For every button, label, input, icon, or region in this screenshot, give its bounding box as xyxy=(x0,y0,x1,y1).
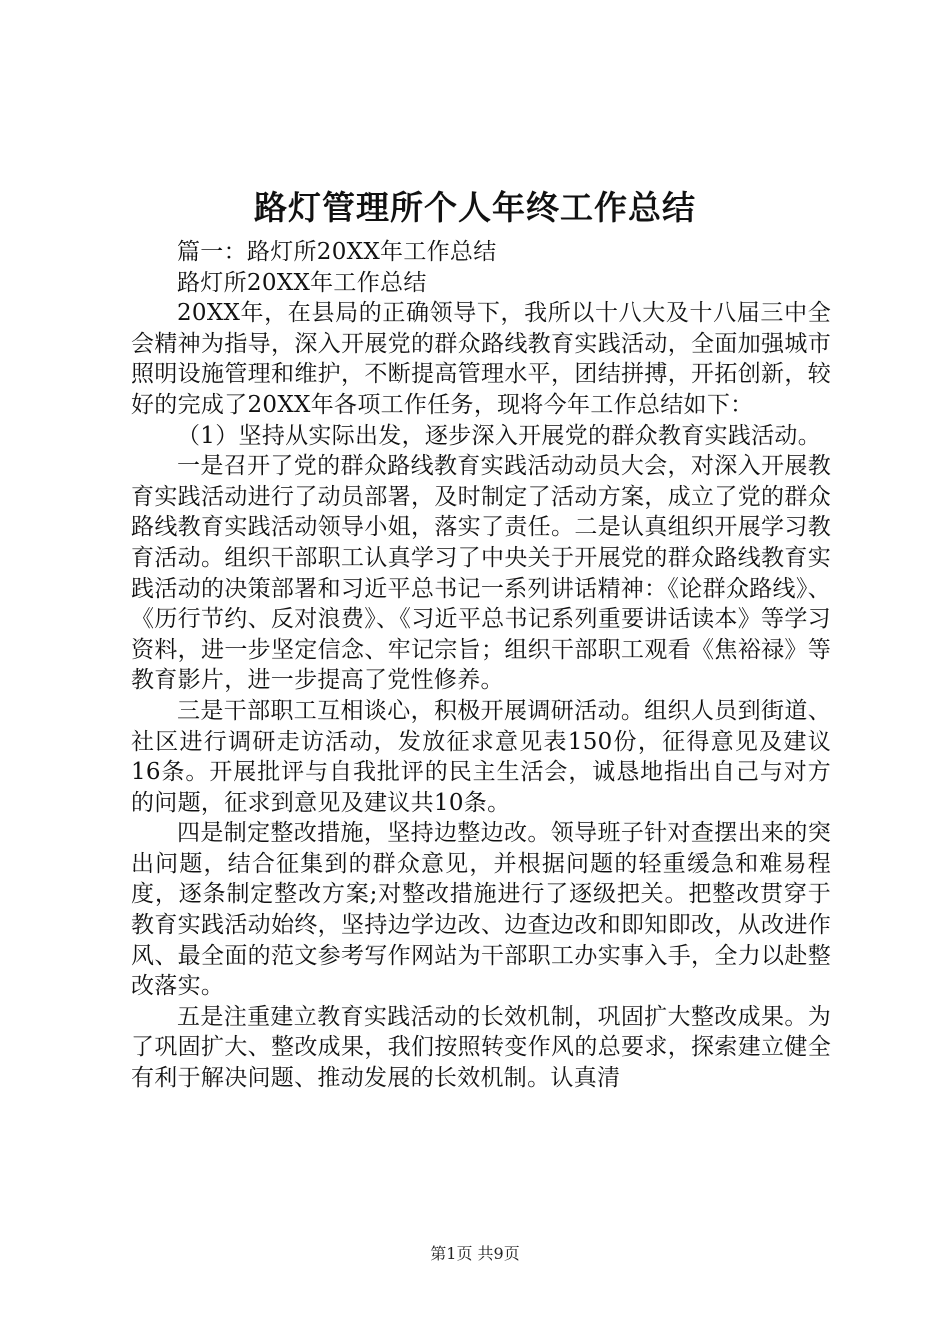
page-number-footer: 第1页 共9页 xyxy=(430,1244,520,1263)
body-paragraph: 五是注重建立教育实践活动的长效机制，巩固扩大整改成果。为了巩固扩大、整改成果，我们按照转变作风的总要求，探索建立健全有利于解决问题、推动发展的长效机制。认真清 xyxy=(131,1003,831,1092)
body-paragraph: 四是制定整改措施，坚持边整边改。领导班子针对查摆出来的突出问题，结合征集到的群众意见，并根据问题的轻重缓急和难易程度，逐条制定整改方案;对整改措施进行了逐级把关。把整改贯穿于教育实践活动始终，坚持边学边改、边查边改和即知即改，从改进作风、最全面的范文参考写作网站为干部职工办实事入手，全力以赴整改落实。 xyxy=(131,820,831,1000)
document-title: 路灯管理所个人年终工作总结 xyxy=(254,188,696,227)
body-paragraph: （1）坚持从实际出发，逐步深入开展党的群众教育实践活动。 xyxy=(177,422,822,449)
subsection-heading: 路灯所20XX年工作总结 xyxy=(177,269,427,296)
body-paragraph: 一是召开了党的群众路线教育实践活动动员大会，对深入开展教育实践活动进行了动员部署，及时制定了活动方案，成立了党的群众路线教育实践活动领导小姐，落实了责任。二是认真组织开展学习教育活动。组织干部职工认真学习了中央关于开展党的群众路线教育实践活动的决策部署和习近平总书记一系列讲话精神：《论群众路线》、《历行节约、反对浪费》、《习近平总书记系列重要讲话读本》等学习资料，进一步坚定信念、牢记宗旨；组织干部职工观看《焦裕禄》等教育影片，进一步提高了党性修养。 xyxy=(131,453,831,694)
document-body xyxy=(131,237,831,1094)
section-heading: 篇一：路灯所20XX年工作总结 xyxy=(177,239,497,265)
body-paragraph: 20XX年，在县局的正确领导下，我所以十八大及十八届三中全会精神为指导，深入开展党的群众路线教育实践活动，全面加强城市照明设施管理和维护，不断提高管理水平，团结拼搏，开拓创新，较好的完成了20XX年各项工作任务，现将今年工作总结如下： xyxy=(131,300,831,418)
body-paragraph: 三是干部职工互相谈心，积极开展调研活动。组织人员到街道、社区进行调研走访活动，发放征求意见表150份，征得意见及建议16条。开展批评与自我批评的民主生活会，诚恳地指出自己与对方的问题，征求到意见及建议共10条。 xyxy=(131,697,831,816)
